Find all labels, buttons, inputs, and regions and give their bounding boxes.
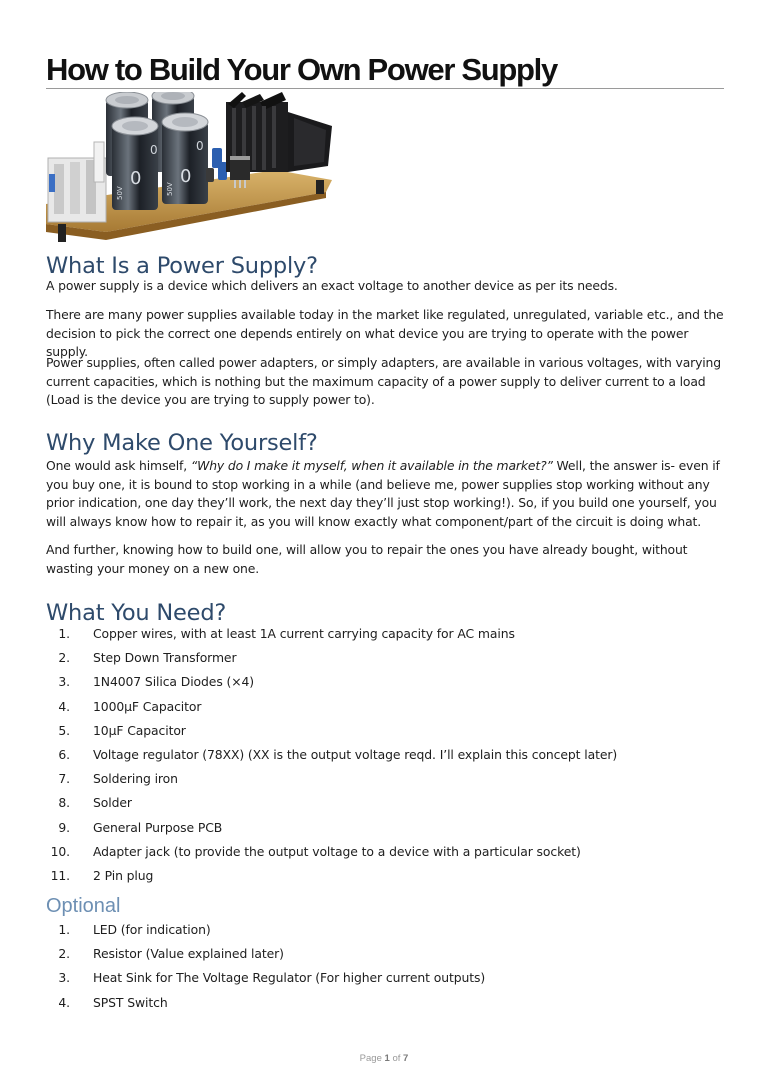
list-item-number: 3. — [58, 970, 70, 986]
list-item — [46, 867, 726, 891]
list-item-text: LED (for indication) — [93, 922, 211, 937]
list-item-number: 11. — [50, 867, 70, 883]
list-item-number: 8. — [58, 795, 70, 811]
list-item — [46, 843, 726, 867]
list-item-number: 1. — [58, 922, 70, 937]
paragraph-repair: And further, knowing how to build one, will allow you to repair the ones you have already bought, without wasting your money on a new one. — [46, 542, 688, 576]
regulator-leads — [234, 180, 246, 188]
quoted-question: “Why do I make it myself, when it available in the market?” — [190, 458, 553, 473]
terminal-block — [48, 142, 106, 222]
capacitor-front-left — [112, 117, 158, 210]
list-item-text: Heat Sink for The Voltage Regulator (For higher current outputs) — [93, 970, 486, 986]
list-item — [46, 945, 726, 969]
list-item-text: 1000µF Capacitor — [93, 698, 202, 714]
list-item-text: Solder — [93, 795, 132, 811]
list-item — [46, 794, 726, 818]
voltage-regulator — [230, 158, 250, 180]
list-item — [46, 625, 726, 649]
paragraph-why-reason: One would ask himself, “Why do I make it myself, when it available in the market?” Well, the answer is- even if you buy one, it is bound to stop working in a while (and believe me, power supplies stop working without any prior indication, one day they’ll work, the next day they’ll just stop working!). So, if you build one yourself, you will always know how to repair it, as you will know exactly what component/part of the circuit is doing what. — [46, 458, 720, 529]
list-item-number: 3. — [58, 674, 70, 690]
list-item-number: 2. — [58, 946, 70, 962]
paragraph-definition: A power supply is a device which delivers an exact voltage to another device as per its needs. — [46, 278, 618, 293]
svg-text:0: 0 — [130, 168, 142, 189]
page-footer: Page 1 of 7 — [359, 1053, 409, 1064]
svg-text:50V: 50V — [116, 186, 124, 200]
svg-text:50V: 50V — [166, 182, 174, 196]
list-item — [46, 994, 726, 1018]
list-item-number: 5. — [58, 722, 70, 738]
board-standoff — [58, 224, 66, 242]
list-item — [46, 673, 726, 697]
list-item-text: Copper wires, with at least 1A current carrying capacity for AC mains — [93, 626, 515, 641]
paragraph-adapters: Power supplies, often called power adapters, or simply adapters, are available in various voltages, with varying current capacities, which is nothing but the maximum capacity of a power supply to deliver current to a load (Load is the device you are trying to supply power to). — [46, 355, 721, 407]
list-item-number: 7. — [58, 771, 70, 787]
list-item — [46, 649, 726, 673]
list-item-text: 1N4007 Silica Diodes (×4) — [93, 674, 255, 690]
paragraph-types: There are many power supplies available today in the market like regulated, unregulated, variable etc., and the decision to pick the correct one depends entirely on what device you are trying to operate with the power supply. — [46, 307, 724, 359]
heading-what-is-power-supply: What Is a Power Supply? — [46, 253, 318, 279]
list-item-number: 9. — [58, 819, 70, 835]
list-item — [46, 746, 726, 770]
list-item — [46, 698, 726, 722]
list-item-text: General Purpose PCB — [93, 819, 223, 835]
list-item-text: SPST Switch — [93, 994, 168, 1010]
heading-optional: Optional — [46, 895, 121, 917]
title-underline — [46, 88, 724, 89]
svg-text:0: 0 — [180, 166, 192, 187]
list-item-text: Adapter jack (to provide the output voltage to a device with a particular socket) — [93, 843, 581, 859]
power-supply-board-photo — [46, 92, 332, 244]
list-item-text: 2 Pin plug — [93, 867, 154, 883]
board-standoff-right — [316, 180, 324, 194]
list-item-number: 4. — [58, 994, 70, 1010]
list-item — [46, 921, 726, 945]
svg-text:0: 0 — [150, 143, 158, 157]
list-item-text: Resistor (Value explained later) — [93, 946, 284, 962]
list-item-number: 4. — [58, 698, 70, 714]
optional-items-list — [46, 921, 726, 1018]
list-item — [46, 722, 726, 746]
list-item-text: Voltage regulator (78XX) (XX is the output voltage reqd. I’ll explain this concept later) — [93, 746, 618, 762]
required-items-list — [46, 625, 726, 891]
list-item — [46, 770, 726, 794]
heading-why-make-one: Why Make One Yourself? — [46, 430, 318, 456]
page-title: How to Build Your Own Power Supply — [46, 52, 557, 87]
list-item-text: Soldering iron — [93, 771, 178, 787]
list-item-number: 10. — [50, 843, 70, 859]
list-item-number: 1. — [58, 626, 70, 641]
heading-what-you-need: What You Need? — [46, 600, 227, 626]
list-item — [46, 969, 726, 993]
list-item-number: 6. — [58, 746, 70, 762]
list-item-text: 10µF Capacitor — [93, 722, 186, 738]
list-item — [46, 819, 726, 843]
small-capacitors — [206, 148, 227, 182]
list-item-text: Step Down Transformer — [93, 650, 237, 666]
list-item-number: 2. — [58, 650, 70, 666]
svg-text:0: 0 — [196, 139, 204, 153]
capacitor-front-right — [162, 113, 208, 204]
